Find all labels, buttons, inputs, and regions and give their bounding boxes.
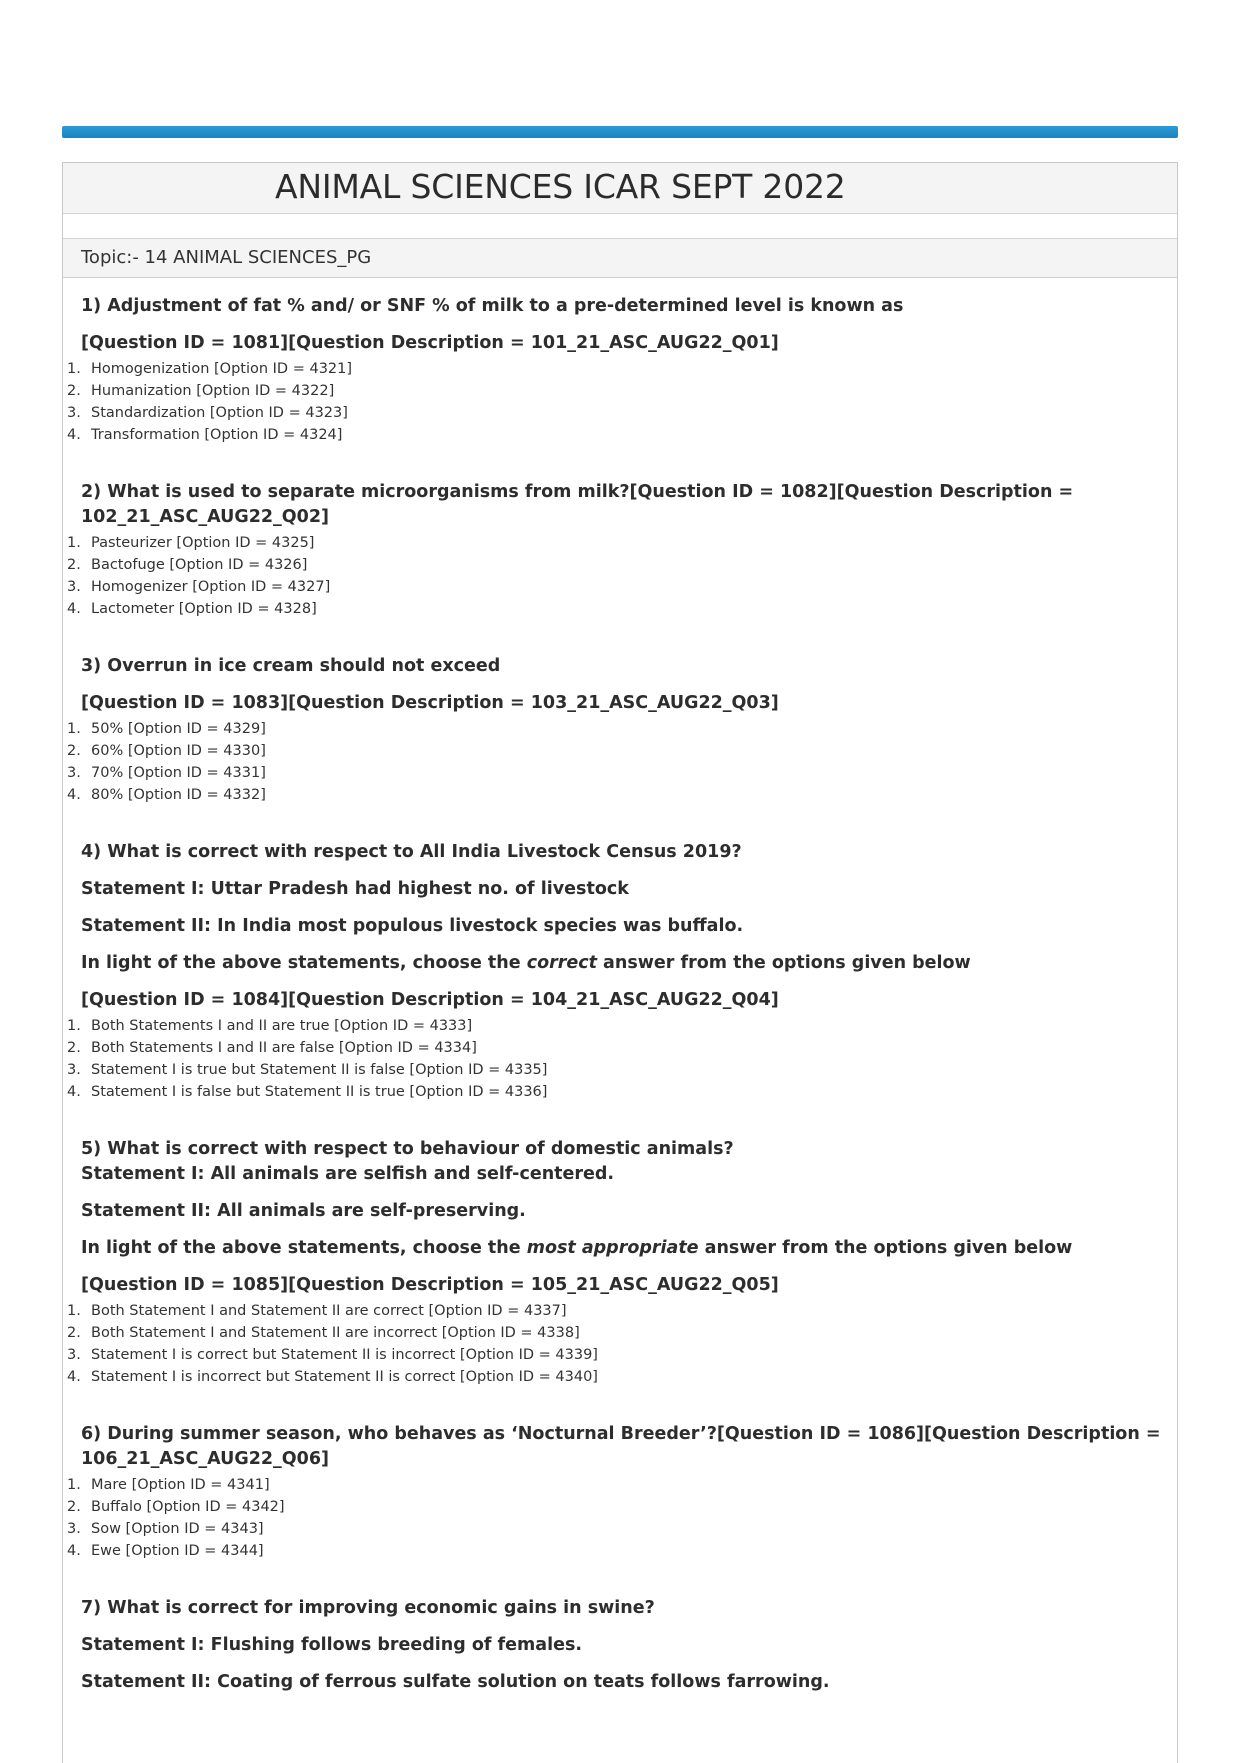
list-item: 2. 60% [Option ID = 4330] xyxy=(67,743,266,759)
spacer-row xyxy=(63,214,1177,239)
statement-1: Statement I: All animals are selfish and self-centered. xyxy=(81,1164,615,1184)
statement-1: Statement I: Uttar Pradesh had highest no. of livestock xyxy=(81,879,629,899)
question-heading: 3) Overrun in ice cream should not exceed xyxy=(81,656,501,676)
list-item: 2. Buffalo [Option ID = 4342] xyxy=(67,1499,285,1515)
option-list xyxy=(67,358,1177,446)
topic-label: Topic:- 14 ANIMAL SCIENCES_PG xyxy=(63,239,1177,278)
question-1 xyxy=(67,278,1177,446)
instruction-line: In light of the above statements, choose the correct answer from the options given below xyxy=(81,953,971,973)
list-item: 1. Mare [Option ID = 4341] xyxy=(67,1477,270,1493)
list-item: 3. Sow [Option ID = 4343] xyxy=(67,1521,264,1537)
list-item: 4. Ewe [Option ID = 4344] xyxy=(67,1543,264,1559)
list-item: 3. 70% [Option ID = 4331] xyxy=(67,765,266,781)
statement-2: Statement II: Coating of ferrous sulfate solution on teats follows farrowing. xyxy=(81,1672,830,1692)
question-heading: 6) During summer season, who behaves as ‘Nocturnal Breeder’?[Question ID = 1086][Question Description = xyxy=(81,1424,1161,1444)
question-heading: 2) What is used to separate microorganisms from milk?[Question ID = 1082][Question Description = xyxy=(81,482,1074,502)
question-heading: 4) What is correct with respect to All India Livestock Census 2019? xyxy=(81,842,742,862)
list-item: 3. Statement I is correct but Statement II is incorrect [Option ID = 4339] xyxy=(67,1347,598,1363)
list-item: 2. Both Statements I and II are false [Option ID = 4334] xyxy=(67,1040,477,1056)
option-list xyxy=(67,1015,1177,1103)
question-id-line: [Question ID = 1085][Question Description = 105_21_ASC_AUG22_Q05] xyxy=(81,1275,779,1295)
list-item: 3. Standardization [Option ID = 4323] xyxy=(67,405,348,421)
question-2 xyxy=(67,446,1177,620)
list-item: 4. 80% [Option ID = 4332] xyxy=(67,787,266,803)
list-item: 1. Pasteurizer [Option ID = 4325] xyxy=(67,535,315,551)
list-item: 2. Bactofuge [Option ID = 4326] xyxy=(67,557,308,573)
question-heading: 1) Adjustment of fat % and/ or SNF % of milk to a pre-determined level is known as xyxy=(81,296,904,316)
question-heading-cont: 102_21_ASC_AUG22_Q02] xyxy=(81,507,330,527)
option-list xyxy=(67,1300,1177,1388)
question-4 xyxy=(67,806,1177,1103)
question-heading-cont: 106_21_ASC_AUG22_Q06] xyxy=(81,1449,330,1469)
question-id-line: [Question ID = 1083][Question Description = 103_21_ASC_AUG22_Q03] xyxy=(81,693,779,713)
document-title: ANIMAL SCIENCES ICAR SEPT 2022 xyxy=(275,167,846,206)
title-box xyxy=(63,163,1177,214)
question-6 xyxy=(67,1388,1177,1562)
question-id-line: [Question ID = 1081][Question Description = 101_21_ASC_AUG22_Q01] xyxy=(81,333,779,353)
list-item: 3. Homogenizer [Option ID = 4327] xyxy=(67,579,331,595)
list-item: 4. Transformation [Option ID = 4324] xyxy=(67,427,343,443)
questions-content xyxy=(63,278,1177,1695)
question-id-line: [Question ID = 1084][Question Description = 104_21_ASC_AUG22_Q04] xyxy=(81,990,779,1010)
question-3 xyxy=(67,620,1177,806)
list-item: 4. Statement I is false but Statement II is true [Option ID = 4336] xyxy=(67,1084,548,1100)
header-accent-bar xyxy=(62,126,1178,138)
option-list xyxy=(67,1474,1177,1562)
list-item: 1. Homogenization [Option ID = 4321] xyxy=(67,361,353,377)
list-item: 1. Both Statements I and II are true [Option ID = 4333] xyxy=(67,1018,473,1034)
question-heading: 7) What is correct for improving economic gains in swine? xyxy=(81,1598,655,1618)
list-item: 1. Both Statement I and Statement II are correct [Option ID = 4337] xyxy=(67,1303,567,1319)
list-item: 2. Both Statement I and Statement II are incorrect [Option ID = 4338] xyxy=(67,1325,580,1341)
list-item: 4. Lactometer [Option ID = 4328] xyxy=(67,601,317,617)
list-item: 4. Statement I is incorrect but Statement II is correct [Option ID = 4340] xyxy=(67,1369,598,1385)
question-5 xyxy=(67,1103,1177,1388)
question-7 xyxy=(81,1562,1177,1695)
list-item: 3. Statement I is true but Statement II is false [Option ID = 4335] xyxy=(67,1062,548,1078)
instruction-line: In light of the above statements, choose the most appropriate answer from the options given below xyxy=(81,1238,1073,1258)
statement-2: Statement II: In India most populous livestock species was buffalo. xyxy=(81,916,744,936)
option-list xyxy=(67,532,1177,620)
list-item: 1. 50% [Option ID = 4329] xyxy=(67,721,266,737)
question-paper-frame xyxy=(62,162,1178,1763)
statement-2: Statement II: All animals are self-preserving. xyxy=(81,1201,526,1221)
question-heading: 5) What is correct with respect to behaviour of domestic animals? xyxy=(81,1139,734,1159)
statement-1: Statement I: Flushing follows breeding of females. xyxy=(81,1635,583,1655)
list-item: 2. Humanization [Option ID = 4322] xyxy=(67,383,335,399)
option-list xyxy=(67,718,1177,806)
